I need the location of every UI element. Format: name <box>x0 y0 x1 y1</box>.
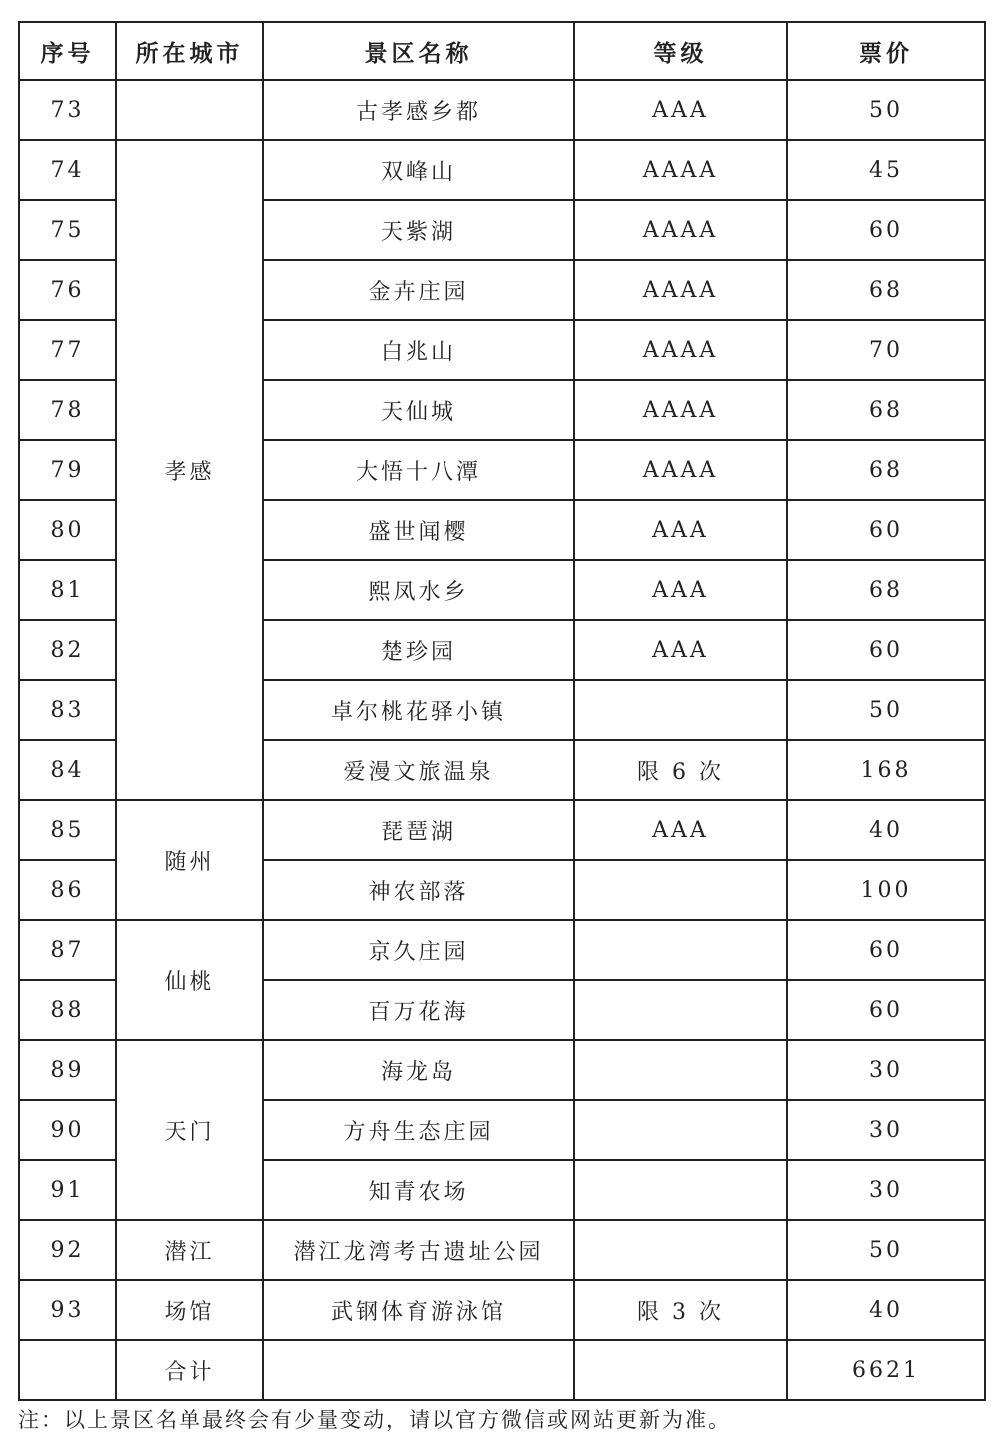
row-name: 熙凤水乡 <box>263 560 574 620</box>
row-name: 天仙城 <box>263 380 574 440</box>
row-name: 楚珍园 <box>263 620 574 680</box>
row-price: 40 <box>787 800 985 860</box>
header-price: 票价 <box>787 22 985 80</box>
row-index: 76 <box>19 260 116 320</box>
row-price: 30 <box>787 1160 985 1220</box>
total-level-cell <box>574 1340 787 1400</box>
row-price: 60 <box>787 980 985 1040</box>
row-index: 87 <box>19 920 116 980</box>
row-price: 60 <box>787 200 985 260</box>
row-price: 60 <box>787 920 985 980</box>
row-index: 91 <box>19 1160 116 1220</box>
table-header-row <box>19 22 985 80</box>
row-name: 百万花海 <box>263 980 574 1040</box>
row-name: 盛世闻樱 <box>263 500 574 560</box>
row-price: 30 <box>787 1100 985 1160</box>
row-level <box>574 1040 787 1100</box>
row-name: 京久庄园 <box>263 920 574 980</box>
row-index: 89 <box>19 1040 116 1100</box>
row-index: 90 <box>19 1100 116 1160</box>
row-index: 83 <box>19 680 116 740</box>
row-name: 海龙岛 <box>263 1040 574 1100</box>
row-price: 100 <box>787 860 985 920</box>
row-index: 86 <box>19 860 116 920</box>
row-price: 50 <box>787 1220 985 1280</box>
row-price: 30 <box>787 1040 985 1100</box>
row-name: 古孝感乡都 <box>263 80 574 140</box>
row-level: AAAA <box>574 380 787 440</box>
row-index: 93 <box>19 1280 116 1340</box>
row-price: 60 <box>787 500 985 560</box>
row-level <box>574 1220 787 1280</box>
row-price: 68 <box>787 440 985 500</box>
row-index: 92 <box>19 1220 116 1280</box>
table-row <box>19 1040 985 1100</box>
row-name: 方舟生态庄园 <box>263 1100 574 1160</box>
row-level: 限 3 次 <box>574 1280 787 1340</box>
row-city: 潜江 <box>116 1220 263 1280</box>
scenic-spots-table <box>18 21 986 1401</box>
row-city: 随州 <box>116 800 263 920</box>
row-level: AAAA <box>574 320 787 380</box>
row-city: 场馆 <box>116 1280 263 1340</box>
row-price: 50 <box>787 80 985 140</box>
row-name: 白兆山 <box>263 320 574 380</box>
table-row <box>19 140 985 200</box>
total-row <box>19 1340 985 1400</box>
row-level: AAAA <box>574 260 787 320</box>
row-level <box>574 1160 787 1220</box>
row-name: 武钢体育游泳馆 <box>263 1280 574 1340</box>
row-level <box>574 860 787 920</box>
row-city: 天门 <box>116 1040 263 1220</box>
table-row <box>19 1220 985 1280</box>
row-price: 60 <box>787 620 985 680</box>
row-level <box>574 980 787 1040</box>
row-name: 琵琶湖 <box>263 800 574 860</box>
row-index: 77 <box>19 320 116 380</box>
row-index: 75 <box>19 200 116 260</box>
row-price: 45 <box>787 140 985 200</box>
row-name: 金卉庄园 <box>263 260 574 320</box>
row-price: 168 <box>787 740 985 800</box>
row-level: AAA <box>574 800 787 860</box>
row-level: AAAA <box>574 200 787 260</box>
row-level: AAA <box>574 620 787 680</box>
row-name: 双峰山 <box>263 140 574 200</box>
row-level: 限 6 次 <box>574 740 787 800</box>
row-index: 81 <box>19 560 116 620</box>
header-level: 等级 <box>574 22 787 80</box>
table-row <box>19 80 985 140</box>
row-name: 天紫湖 <box>263 200 574 260</box>
row-city: 仙桃 <box>116 920 263 1040</box>
total-price: 6621 <box>787 1340 985 1400</box>
row-level <box>574 680 787 740</box>
table-row <box>19 920 985 980</box>
row-index: 82 <box>19 620 116 680</box>
row-level: AAA <box>574 560 787 620</box>
row-name: 卓尔桃花驿小镇 <box>263 680 574 740</box>
row-level: AAAA <box>574 440 787 500</box>
row-level <box>574 920 787 980</box>
row-index: 84 <box>19 740 116 800</box>
row-level: AAAA <box>574 140 787 200</box>
row-name: 爱漫文旅温泉 <box>263 740 574 800</box>
header-city: 所在城市 <box>116 22 263 80</box>
row-name: 知青农场 <box>263 1160 574 1220</box>
row-price: 68 <box>787 260 985 320</box>
row-price: 50 <box>787 680 985 740</box>
row-name: 潜江龙湾考古遗址公园 <box>263 1220 574 1280</box>
row-name: 大悟十八潭 <box>263 440 574 500</box>
row-level: AAA <box>574 80 787 140</box>
row-name: 神农部落 <box>263 860 574 920</box>
row-index: 74 <box>19 140 116 200</box>
row-index: 80 <box>19 500 116 560</box>
row-index: 79 <box>19 440 116 500</box>
total-name-cell <box>263 1340 574 1400</box>
row-city <box>116 80 263 140</box>
row-index: 88 <box>19 980 116 1040</box>
row-city: 孝感 <box>116 140 263 800</box>
row-price: 68 <box>787 560 985 620</box>
row-price: 68 <box>787 380 985 440</box>
header-index: 序号 <box>19 22 116 80</box>
row-level <box>574 1100 787 1160</box>
total-label: 合计 <box>116 1340 263 1400</box>
header-name: 景区名称 <box>263 22 574 80</box>
row-price: 40 <box>787 1280 985 1340</box>
row-level: AAA <box>574 500 787 560</box>
row-price: 70 <box>787 320 985 380</box>
row-index: 85 <box>19 800 116 860</box>
table-row <box>19 800 985 860</box>
row-index: 73 <box>19 80 116 140</box>
footnote: 注：以上景区名单最终会有少量变动，请以官方微信或网站更新为准。 <box>18 1408 731 1432</box>
total-index-cell <box>19 1340 116 1400</box>
table-row <box>19 1280 985 1340</box>
row-index: 78 <box>19 380 116 440</box>
